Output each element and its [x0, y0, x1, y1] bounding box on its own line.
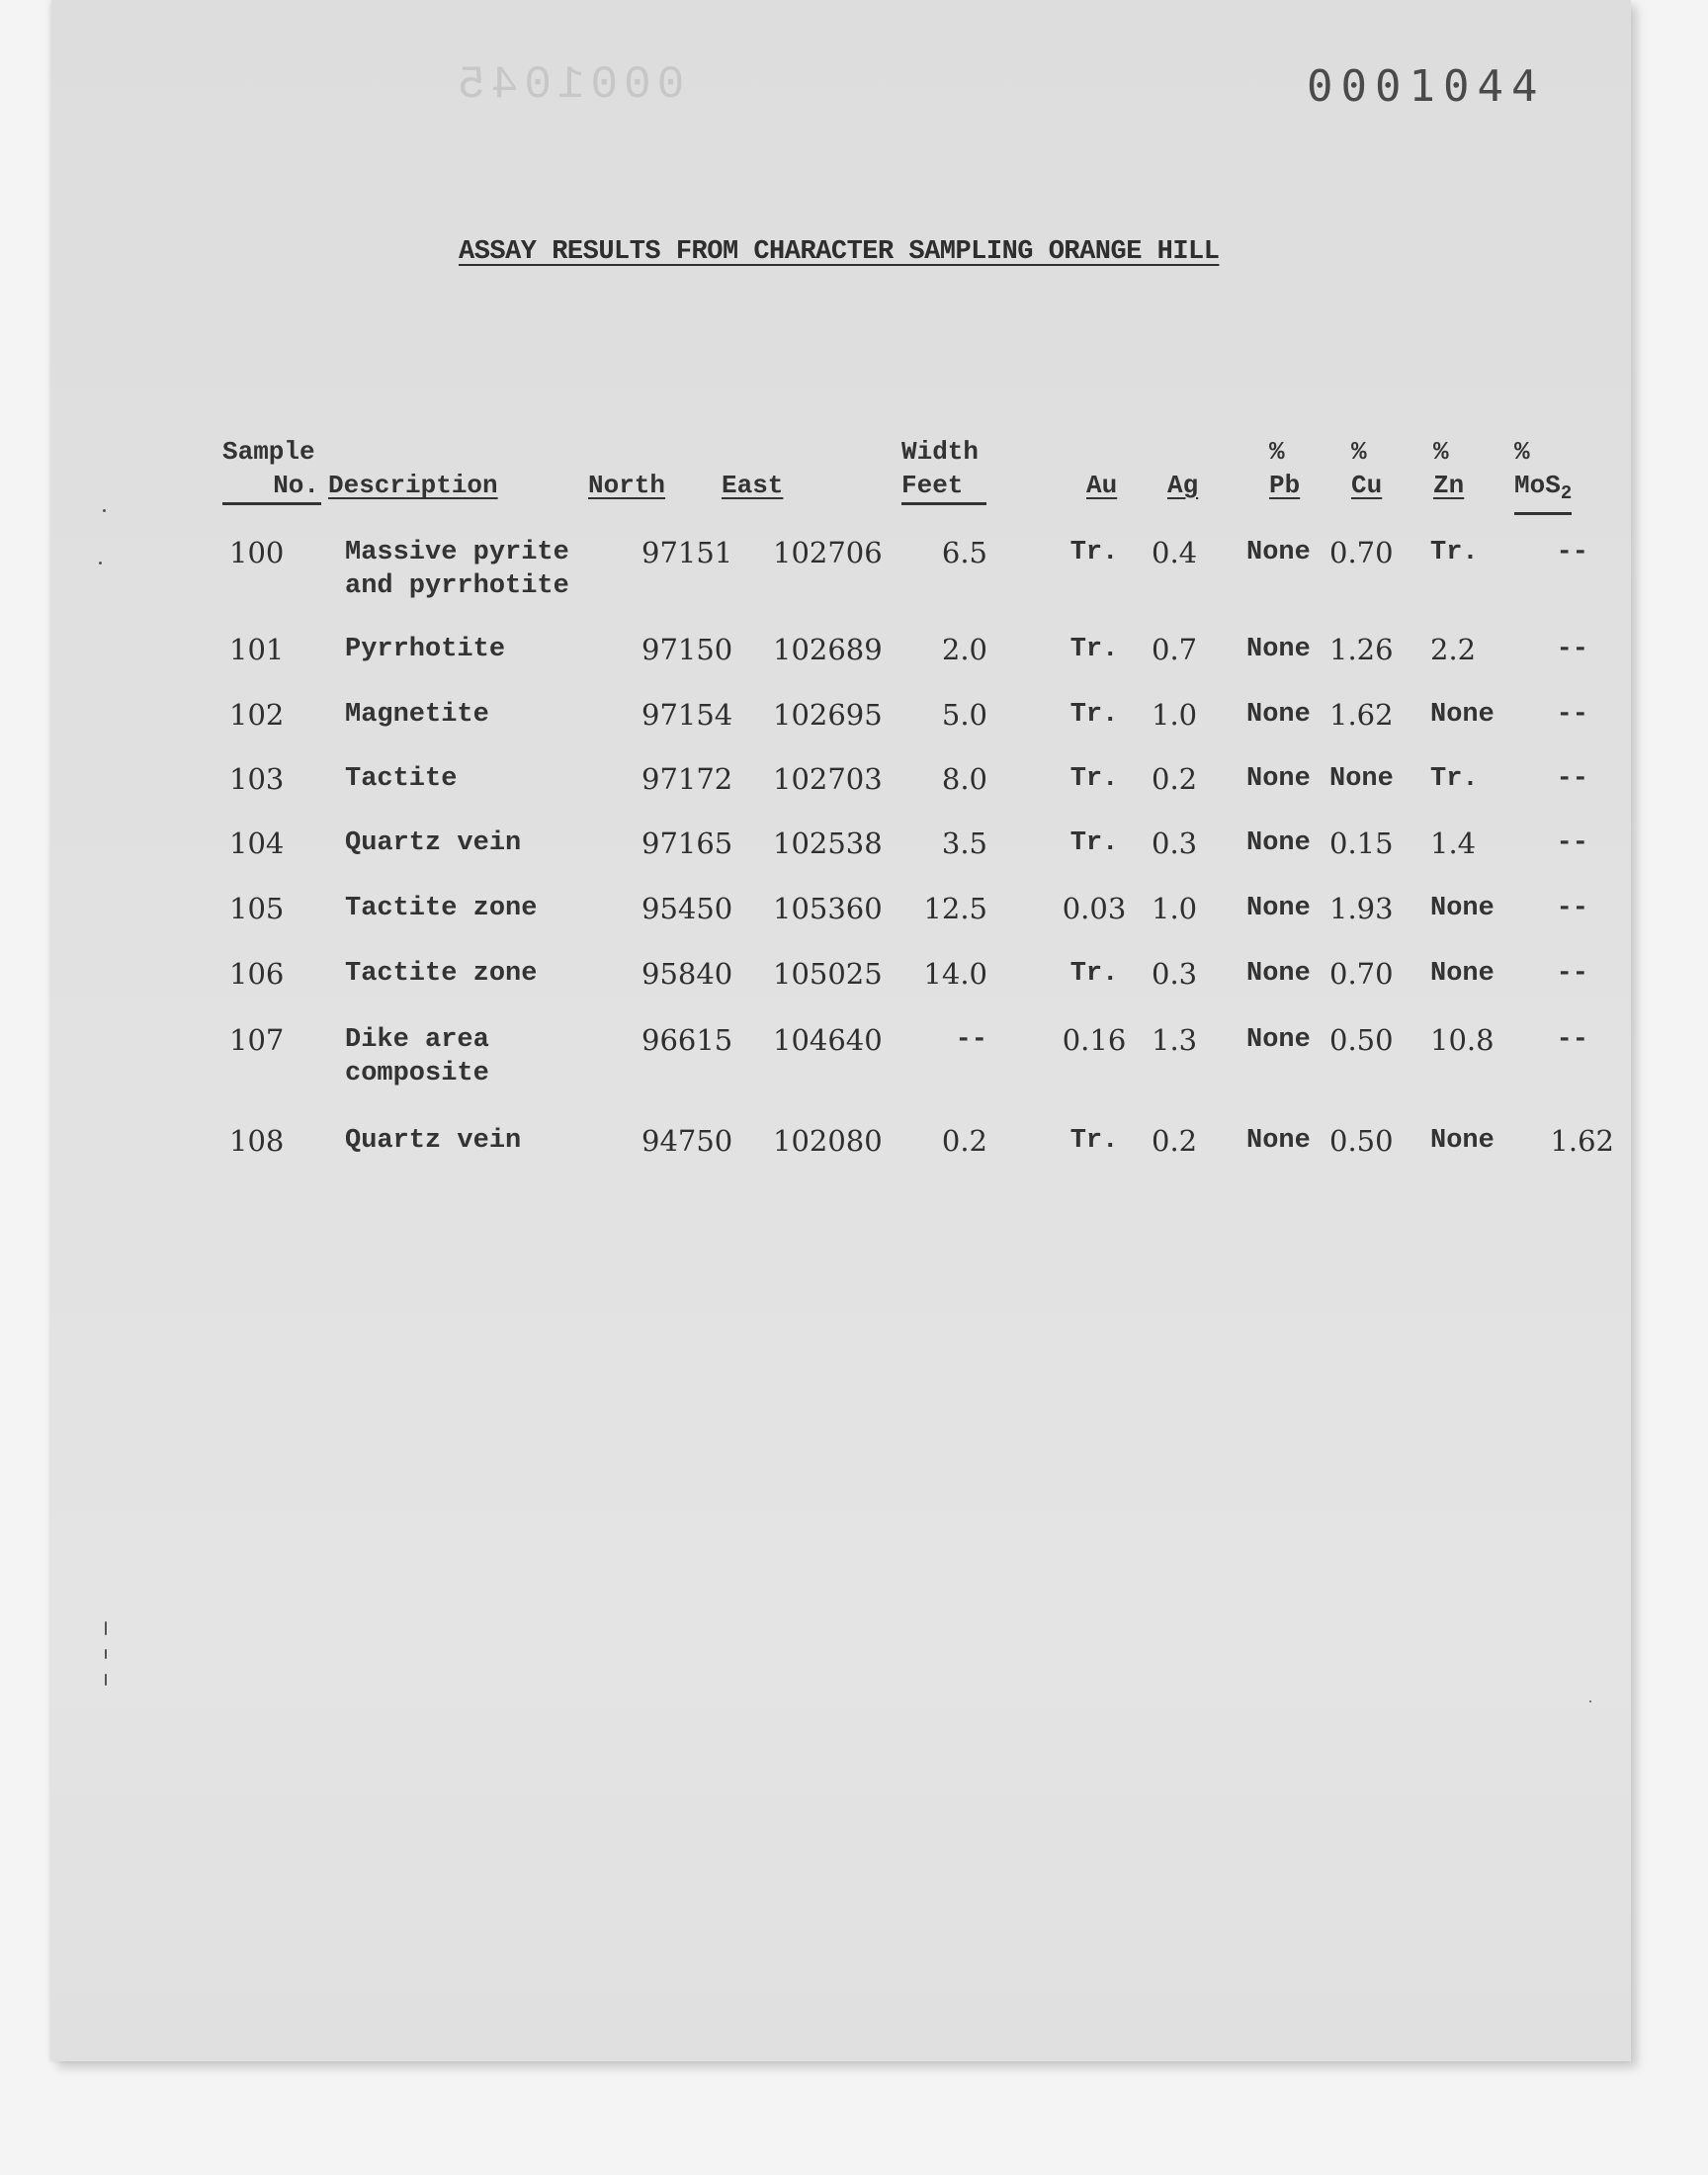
scan-speck — [103, 509, 106, 512]
cell-north: 96615 — [641, 1023, 733, 1057]
header-sample-line1: Sample — [222, 437, 315, 467]
cell-zn: 2.2 — [1430, 633, 1477, 666]
cell-pb: None — [1246, 764, 1311, 794]
table-row — [214, 1124, 1638, 1183]
cell-mos2: -- — [1556, 828, 1588, 858]
cell-cu: 0.50 — [1329, 1023, 1394, 1057]
cell-north: 97154 — [641, 698, 733, 732]
header-width-line1: Width — [901, 437, 980, 467]
cell-east: 102689 — [773, 633, 883, 666]
cell-width: 6.5 — [941, 536, 987, 569]
cell-description-line2: and pyrrhotite — [345, 571, 569, 601]
cell-zn: None — [1430, 1126, 1494, 1156]
cell-cu: 0.70 — [1329, 536, 1394, 569]
header-mos2-label: MoS — [1514, 471, 1561, 500]
cell-ag: 1.3 — [1152, 1023, 1198, 1057]
cell-ag: 1.0 — [1152, 698, 1198, 732]
cell-north: 97165 — [641, 826, 733, 860]
cell-north: 95840 — [641, 957, 733, 991]
cell-east: 105025 — [773, 957, 883, 991]
header-east-label: East — [722, 471, 784, 500]
header-mos2-label-wrap — [1514, 469, 1572, 515]
cell-east: 105360 — [773, 892, 883, 925]
cell-ag: 0.4 — [1152, 536, 1198, 569]
cell-au: Tr. — [1069, 1126, 1119, 1156]
cell-description: Tactite zone — [345, 959, 538, 989]
cell-east: 102695 — [773, 698, 883, 732]
cell-au: 0.03 — [1062, 892, 1127, 925]
table-row — [214, 536, 1638, 601]
cell-mos2: -- — [1556, 894, 1588, 923]
header-zn-percent: % — [1433, 437, 1449, 467]
cell-east: 102080 — [773, 1124, 883, 1158]
cell-mos2: -- — [1556, 764, 1588, 794]
cell-mos2: -- — [1556, 538, 1588, 567]
cell-cu: 1.62 — [1329, 698, 1394, 732]
scan-speck — [105, 1674, 107, 1686]
cell-cu: 0.70 — [1329, 957, 1394, 991]
table-row — [214, 957, 1638, 1016]
header-mos2 — [1514, 435, 1572, 515]
cell-description: Magnetite — [345, 700, 489, 730]
cell-description-line1: Massive pyrite — [345, 538, 569, 567]
header-north — [588, 469, 665, 502]
cell-cu: None — [1329, 764, 1394, 794]
header-description — [328, 469, 498, 502]
cell-description: Quartz vein — [345, 828, 522, 858]
cell-north: 95450 — [641, 892, 733, 925]
cell-north: 97150 — [641, 633, 733, 666]
header-pb-label: Pb — [1269, 471, 1301, 500]
cell-east: 102706 — [773, 536, 883, 569]
cell-ag: 0.3 — [1152, 957, 1198, 991]
cell-sample: 100 — [229, 536, 285, 569]
cell-ag: 0.2 — [1152, 1124, 1198, 1158]
header-au-label: Au — [1086, 471, 1118, 500]
header-width — [901, 435, 986, 505]
cell-au: Tr. — [1069, 635, 1119, 664]
cell-description — [345, 1023, 489, 1090]
cell-sample: 105 — [229, 892, 285, 925]
cell-width: 3.5 — [941, 826, 987, 860]
cell-cu: 1.26 — [1329, 633, 1394, 666]
header-mos2-subscript: 2 — [1560, 482, 1573, 504]
header-width-line2: Feet — [901, 469, 986, 505]
cell-sample: 101 — [229, 633, 285, 666]
document-page — [51, 0, 1631, 2061]
cell-au: Tr. — [1069, 828, 1119, 858]
cell-sample: 102 — [229, 698, 285, 732]
table-row — [214, 826, 1638, 886]
cell-pb: None — [1246, 538, 1311, 567]
cell-zn: None — [1430, 894, 1494, 923]
cell-au: Tr. — [1069, 764, 1119, 794]
scan-speck — [105, 1621, 107, 1635]
cell-description: Tactite zone — [345, 894, 538, 923]
cell-north: 94750 — [641, 1124, 733, 1158]
cell-description-line2: composite — [345, 1059, 489, 1088]
header-sample — [222, 435, 321, 505]
header-north-label: North — [588, 471, 666, 500]
cell-zn: 10.8 — [1430, 1023, 1494, 1057]
scan-speck — [99, 562, 102, 565]
cell-pb: None — [1246, 959, 1311, 989]
cell-sample: 108 — [229, 1124, 285, 1158]
cell-width: 5.0 — [941, 698, 987, 732]
cell-description: Quartz vein — [345, 1126, 522, 1156]
cell-ag: 0.3 — [1152, 826, 1198, 860]
cell-description-line1: Dike area — [345, 1025, 489, 1055]
cell-width: 8.0 — [941, 762, 987, 796]
cell-mos2: -- — [1556, 635, 1588, 664]
cell-description: Tactite — [345, 764, 458, 794]
header-zn — [1433, 435, 1464, 502]
cell-mos2: -- — [1556, 959, 1588, 989]
cell-zn: None — [1430, 959, 1494, 989]
scan-speck — [105, 1649, 107, 1659]
cell-zn: 1.4 — [1430, 826, 1477, 860]
header-ag-label: Ag — [1167, 471, 1199, 500]
cell-pb: None — [1246, 1126, 1311, 1156]
cell-au: Tr. — [1069, 959, 1119, 989]
table-row — [214, 762, 1638, 822]
table-row — [214, 698, 1638, 757]
cell-east: 104640 — [773, 1023, 883, 1057]
cell-pb: None — [1246, 894, 1311, 923]
cell-au: 0.16 — [1062, 1023, 1127, 1057]
cell-au: Tr. — [1069, 538, 1119, 567]
cell-north: 97151 — [641, 536, 733, 569]
cell-pb: None — [1246, 700, 1311, 730]
cell-ag: 0.7 — [1152, 633, 1198, 666]
cell-width: -- — [955, 1025, 987, 1055]
document-number: 0001044 — [1307, 61, 1546, 112]
cell-north: 97172 — [641, 762, 733, 796]
header-ag — [1167, 469, 1198, 502]
header-au — [1086, 469, 1117, 502]
header-pb — [1269, 435, 1300, 502]
cell-description — [345, 536, 569, 603]
table-row — [214, 1023, 1638, 1088]
cell-pb: None — [1246, 635, 1311, 664]
cell-sample: 107 — [229, 1023, 285, 1057]
cell-description: Pyrrhotite — [345, 635, 506, 664]
cell-east: 102703 — [773, 762, 883, 796]
header-description-label: Description — [328, 471, 498, 500]
cell-mos2: 1.62 — [1550, 1124, 1614, 1158]
header-east — [722, 469, 783, 502]
cell-mos2: -- — [1556, 1025, 1588, 1055]
cell-width: 14.0 — [923, 957, 987, 991]
cell-ag: 1.0 — [1152, 892, 1198, 925]
cell-ag: 0.2 — [1152, 762, 1198, 796]
cell-cu: 0.50 — [1329, 1124, 1394, 1158]
cell-width: 0.2 — [941, 1124, 987, 1158]
table-row — [214, 892, 1638, 951]
cell-cu: 0.15 — [1329, 826, 1394, 860]
cell-pb: None — [1246, 1025, 1311, 1055]
cell-width: 2.0 — [941, 633, 987, 666]
table-row — [214, 633, 1638, 692]
cell-mos2: -- — [1556, 700, 1588, 730]
cell-pb: None — [1246, 828, 1311, 858]
cell-cu: 1.93 — [1329, 892, 1394, 925]
scan-speck — [1589, 1700, 1591, 1702]
cell-zn: Tr. — [1430, 538, 1479, 567]
cell-sample: 106 — [229, 957, 285, 991]
header-mos2-percent: % — [1514, 437, 1530, 467]
cell-au: Tr. — [1069, 700, 1119, 730]
cell-zn: None — [1430, 700, 1494, 730]
document-title: ASSAY RESULTS FROM CHARACTER SAMPLING ORANGE HILL — [459, 237, 1220, 267]
header-cu-percent: % — [1351, 437, 1367, 467]
cell-width: 12.5 — [923, 892, 987, 925]
cell-sample: 104 — [229, 826, 285, 860]
header-zn-label: Zn — [1433, 471, 1465, 500]
bleed-through-number: 0001045 — [452, 59, 685, 111]
header-cu — [1351, 435, 1382, 502]
cell-east: 102538 — [773, 826, 883, 860]
header-pb-percent: % — [1269, 437, 1285, 467]
cell-zn: Tr. — [1430, 764, 1479, 794]
cell-sample: 103 — [229, 762, 285, 796]
header-cu-label: Cu — [1351, 471, 1383, 500]
header-sample-line2: No. — [222, 469, 321, 505]
